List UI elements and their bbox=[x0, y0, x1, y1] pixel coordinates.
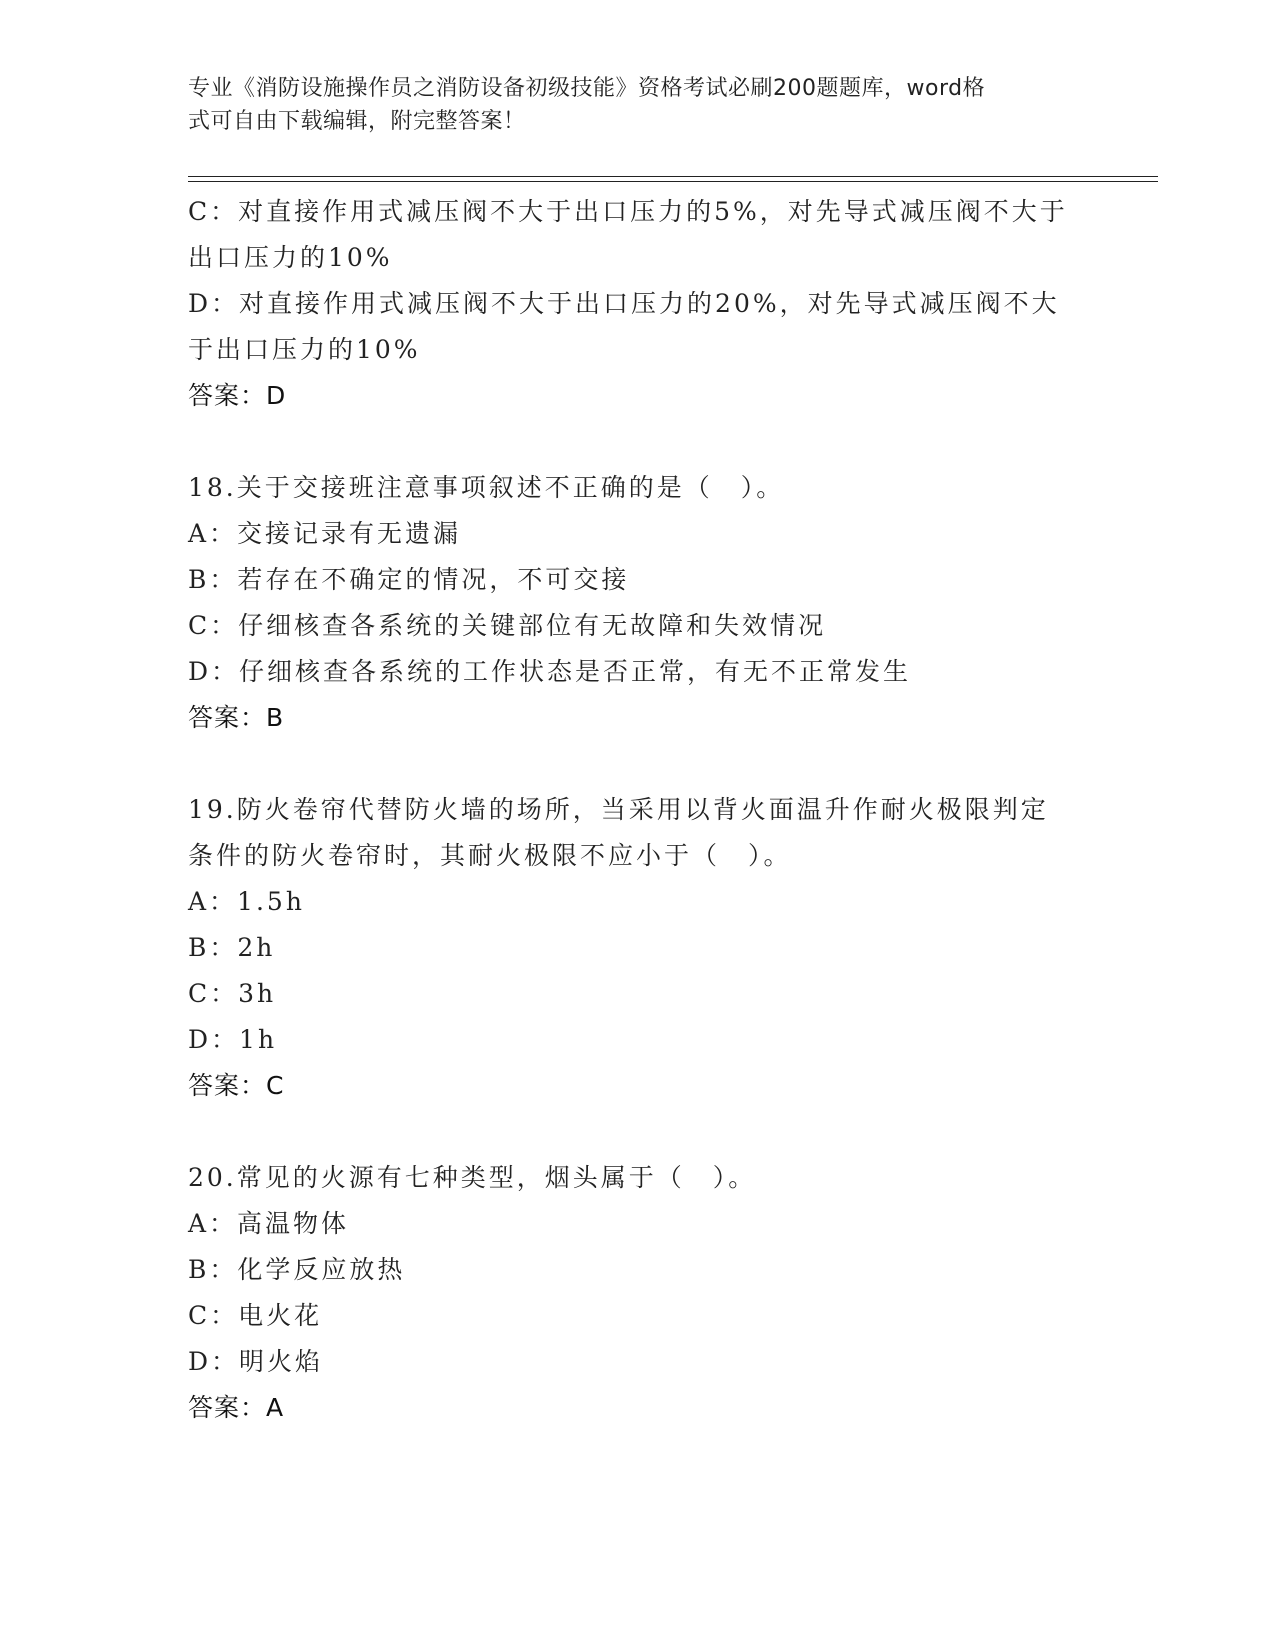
header-line-1: 专业《消防设施操作员之消防设备初级技能》资格考试必刷200题题库，word格 bbox=[188, 76, 986, 101]
option-c-line-2: 出口压力的10% bbox=[188, 243, 393, 272]
option-d: D：明火焰 bbox=[188, 1347, 324, 1376]
option-c-line-1: C：对直接作用式减压阀不大于出口压力的5%，对先导式减压阀不大于 bbox=[188, 197, 1068, 226]
option-d-line-1: D：对直接作用式减压阀不大于出口压力的20%，对先导式减压阀不大 bbox=[188, 289, 1060, 318]
document-header bbox=[188, 72, 1088, 138]
spacer bbox=[188, 419, 1088, 465]
question-stem-line-2: 条件的防火卷帘时，其耐火极限不应小于（ ）。 bbox=[188, 841, 792, 870]
option-a: A：高温物体 bbox=[188, 1209, 350, 1238]
option-c: C：电火花 bbox=[188, 1301, 323, 1330]
question-19 bbox=[188, 787, 1088, 1109]
question-17 bbox=[188, 189, 1088, 419]
header-rule-top bbox=[188, 176, 1158, 177]
question-list bbox=[188, 189, 1088, 1431]
header-line-2: 式可自由下载编辑，附完整答案！ bbox=[188, 109, 526, 134]
option-c: C：仔细核查各系统的关键部位有无故障和失效情况 bbox=[188, 611, 827, 640]
option-c: C：3h bbox=[188, 979, 277, 1008]
option-b: B：若存在不确定的情况，不可交接 bbox=[188, 565, 630, 594]
answer: 答案：A bbox=[188, 1393, 285, 1422]
option-d: D：1h bbox=[188, 1025, 278, 1054]
option-a: A：交接记录有无遗漏 bbox=[188, 519, 462, 548]
question-stem-line-1: 19.防火卷帘代替防火墙的场所，当采用以背火面温升作耐火极限判定 bbox=[188, 795, 1049, 824]
question-18 bbox=[188, 465, 1088, 741]
option-b: B：2h bbox=[188, 933, 276, 962]
question-stem: 20.常见的火源有七种类型，烟头属于（ ）。 bbox=[188, 1163, 757, 1192]
header-rule-bottom bbox=[188, 181, 1158, 182]
spacer bbox=[188, 741, 1088, 787]
question-20 bbox=[188, 1155, 1088, 1431]
option-b: B：化学反应放热 bbox=[188, 1255, 406, 1284]
spacer bbox=[188, 1109, 1088, 1155]
answer: 答案：B bbox=[188, 703, 285, 732]
answer: 答案：D bbox=[188, 381, 287, 410]
option-d-line-2: 于出口压力的10% bbox=[188, 335, 421, 364]
question-stem: 18.关于交接班注意事项叙述不正确的是（ ）。 bbox=[188, 473, 785, 502]
option-d: D：仔细核查各系统的工作状态是否正常，有无不正常发生 bbox=[188, 657, 912, 686]
answer: 答案：C bbox=[188, 1071, 285, 1100]
option-a: A：1.5h bbox=[188, 887, 305, 916]
